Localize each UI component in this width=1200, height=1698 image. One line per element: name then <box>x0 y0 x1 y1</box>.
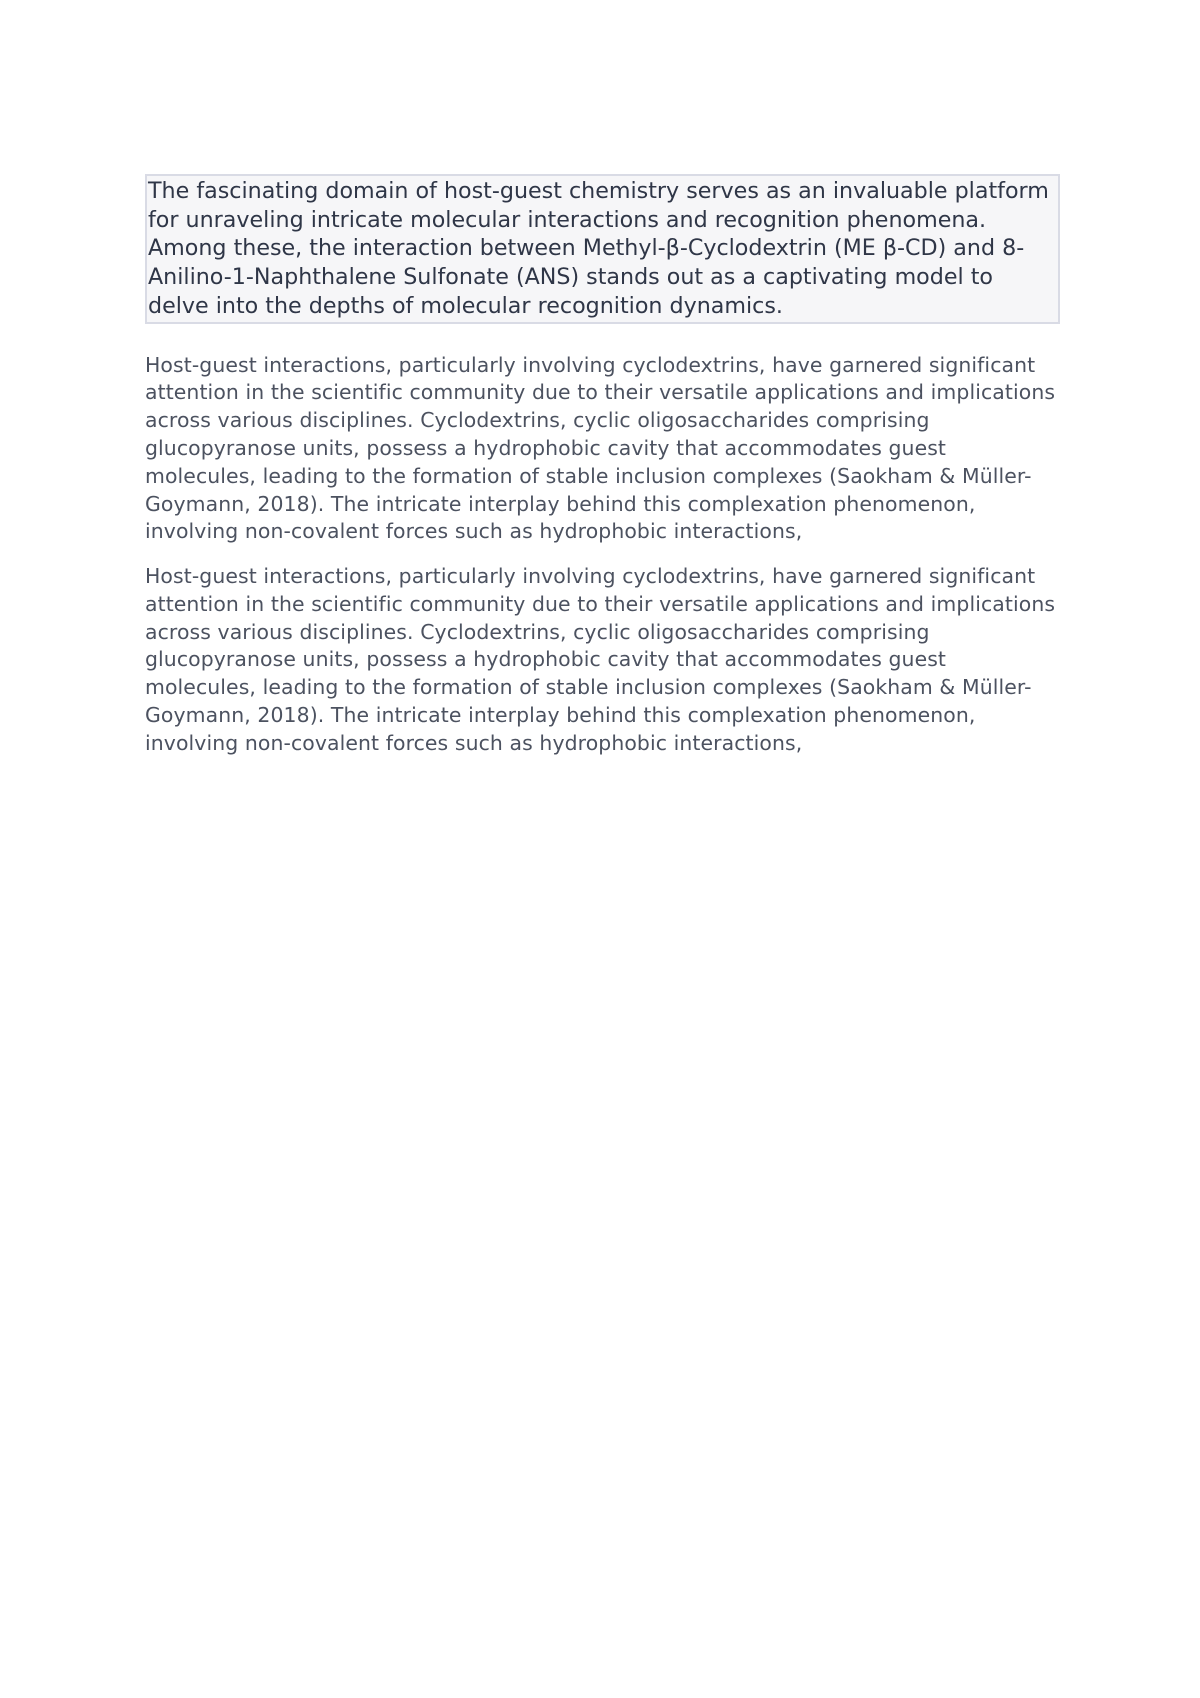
body-paragraph-2: Host-guest interactions, particularly involving cyclodextrins, have garnered significant attention in the scientific community due to their versatile applications and implications across various disciplines. Cyclodextrins, cyclic oligosaccharides comprising glucopyranose units, possess a hydrophobic cavity that accommodates guest molecules, leading to the formation of stable inclusion complexes (Saokham & Müller-Goymann, 2018). The intricate interplay behind this complexation phenomenon, involving non-covalent forces such as hydrophobic interactions, <box>145 564 1056 755</box>
intro-highlight-box: The fascinating domain of host-guest chemistry serves as an invaluable platform for unraveling intricate molecular interactions and recognition phenomena. Among these, the interaction between Methyl-β-Cyclodextrin (ME β-CD) and 8-Anilino-1-Naphthalene Sulfonate (ANS) stands out as a captivating model to delve into the depths of molecular recognition dynamics. <box>145 174 1060 324</box>
document-content <box>145 174 1060 758</box>
body-paragraph-1: Host-guest interactions, particularly involving cyclodextrins, have garnered significant attention in the scientific community due to their versatile applications and implications across various disciplines. Cyclodextrins, cyclic oligosaccharides comprising glucopyranose units, possess a hydrophobic cavity that accommodates guest molecules, leading to the formation of stable inclusion complexes (Saokham & Müller-Goymann, 2018). The intricate interplay behind this complexation phenomenon, involving non-covalent forces such as hydrophobic interactions, <box>145 352 1056 544</box>
